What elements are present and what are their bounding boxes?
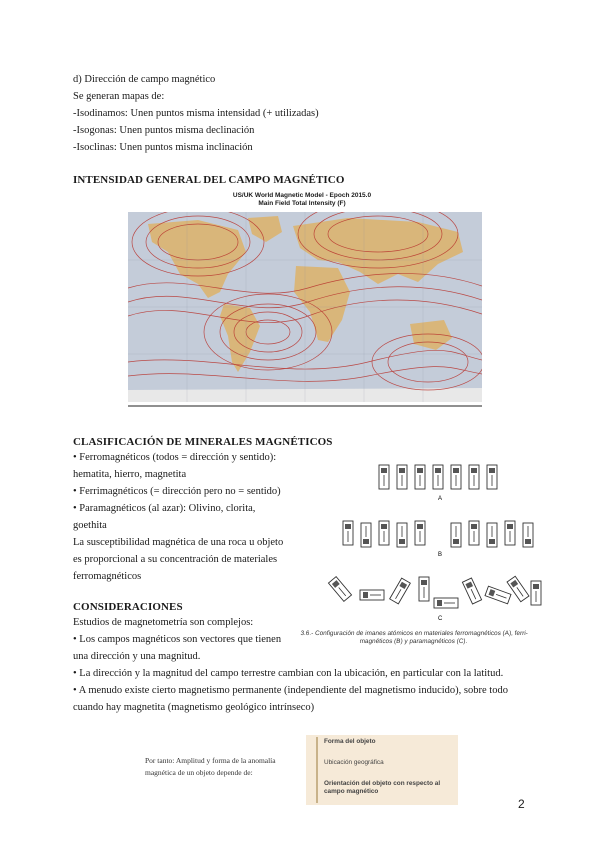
minerals-line-4: • Paramagnéticos (al azar): Olivino, clorita, xyxy=(73,503,256,514)
intro-line-3: -Isodinamos: Unen puntos misma intensidad (+ utilizadas) xyxy=(73,108,319,119)
considerations-line-1: Estudios de magnetometría son complejos: xyxy=(73,617,254,628)
map-subtitle: Main Field Total Intensity (F) xyxy=(258,200,346,207)
considerations-line-6: cuando hay magnetita (magnetismo geológico intrínseco) xyxy=(73,702,315,713)
map-title: US/UK World Magnetic Model - Epoch 2015.0 xyxy=(232,192,372,199)
minerals-line-3: • Ferrimagnéticos (= dirección pero no = sentido) xyxy=(73,486,281,497)
considerations-line-5: • A menudo existe cierto magnetismo permanente (independiente del magnetismo inducido), sobre todo xyxy=(73,685,508,696)
magnets-caption-line-2: magnéticos (B) y paramagnéticos (C). xyxy=(359,638,468,645)
minerals-line-7: es proporcional a su concentración de materiales xyxy=(73,554,278,565)
considerations-heading: CONSIDERACIONES xyxy=(73,601,183,613)
minerals-line-8: ferromagnéticos xyxy=(73,571,142,582)
summary-item-location: Ubicación geográfica xyxy=(324,759,384,766)
summary-item-shape: Forma del objeto xyxy=(324,738,376,745)
summary-text-line-2: magnética de un objeto depende de: xyxy=(145,768,253,777)
world-map-image xyxy=(128,212,482,408)
summary-item-orientation: Orientación del objeto con respecto al xyxy=(324,780,441,787)
row-a-ferromagnetic xyxy=(379,465,497,489)
page-number: 2 xyxy=(518,797,525,811)
minerals-heading: CLASIFICACIÓN DE MINERALES MAGNÉTICOS xyxy=(73,436,333,448)
summary-box-bar xyxy=(316,737,318,803)
label-a: A xyxy=(438,496,443,502)
considerations-line-4: • La dirección y la magnitud del campo terrestre cambian con la ubicación, en particular con la latitud. xyxy=(73,668,504,679)
magnetic-intensity-map xyxy=(118,190,486,412)
summary-text-line-1: Por tanto: Amplitud y forma de la anomalía xyxy=(145,756,276,765)
minerals-line-6: La susceptibilidad magnética de una roca u objeto xyxy=(73,537,284,548)
summary-text xyxy=(145,755,305,779)
minerals-line-2: hematita, hierro, magnetita xyxy=(73,469,187,480)
minerals-line-1: • Ferromagnéticos (todos = dirección y sentido): xyxy=(73,452,277,463)
intensity-heading: INTENSIDAD GENERAL DEL CAMPO MAGNÉTICO xyxy=(73,174,345,186)
intro-line-5: -Isoclinas: Unen puntos misma inclinación xyxy=(73,142,253,153)
row-c-paramagnetic xyxy=(328,576,541,608)
label-c: C xyxy=(438,616,443,622)
magnets-caption-line-1: 3.6.- Configuración de imanes atómicos en materiales ferromagnéticos (A), ferri- xyxy=(300,630,529,637)
atomic-magnets-diagram xyxy=(300,455,590,625)
intro-line-1: d) Dirección de campo magnético xyxy=(73,74,216,85)
summary-factors-box xyxy=(306,735,458,805)
considerations-line-2: • Los campos magnéticos son vectores que tienen xyxy=(73,634,282,645)
label-b: B xyxy=(438,552,443,558)
considerations-line-3: una dirección y una magnitud. xyxy=(73,651,201,662)
magnets-figure-caption xyxy=(299,630,591,646)
intro-line-4: -Isogonas: Unen puntos misma declinación xyxy=(73,125,255,136)
minerals-line-5: goethita xyxy=(73,520,107,531)
row-b-ferrimagnetic xyxy=(343,521,533,547)
summary-item-orientation-cont: campo magnético xyxy=(324,788,379,795)
atomic-magnets-figure xyxy=(300,455,590,655)
intro-line-2: Se generan mapas de: xyxy=(73,91,165,102)
